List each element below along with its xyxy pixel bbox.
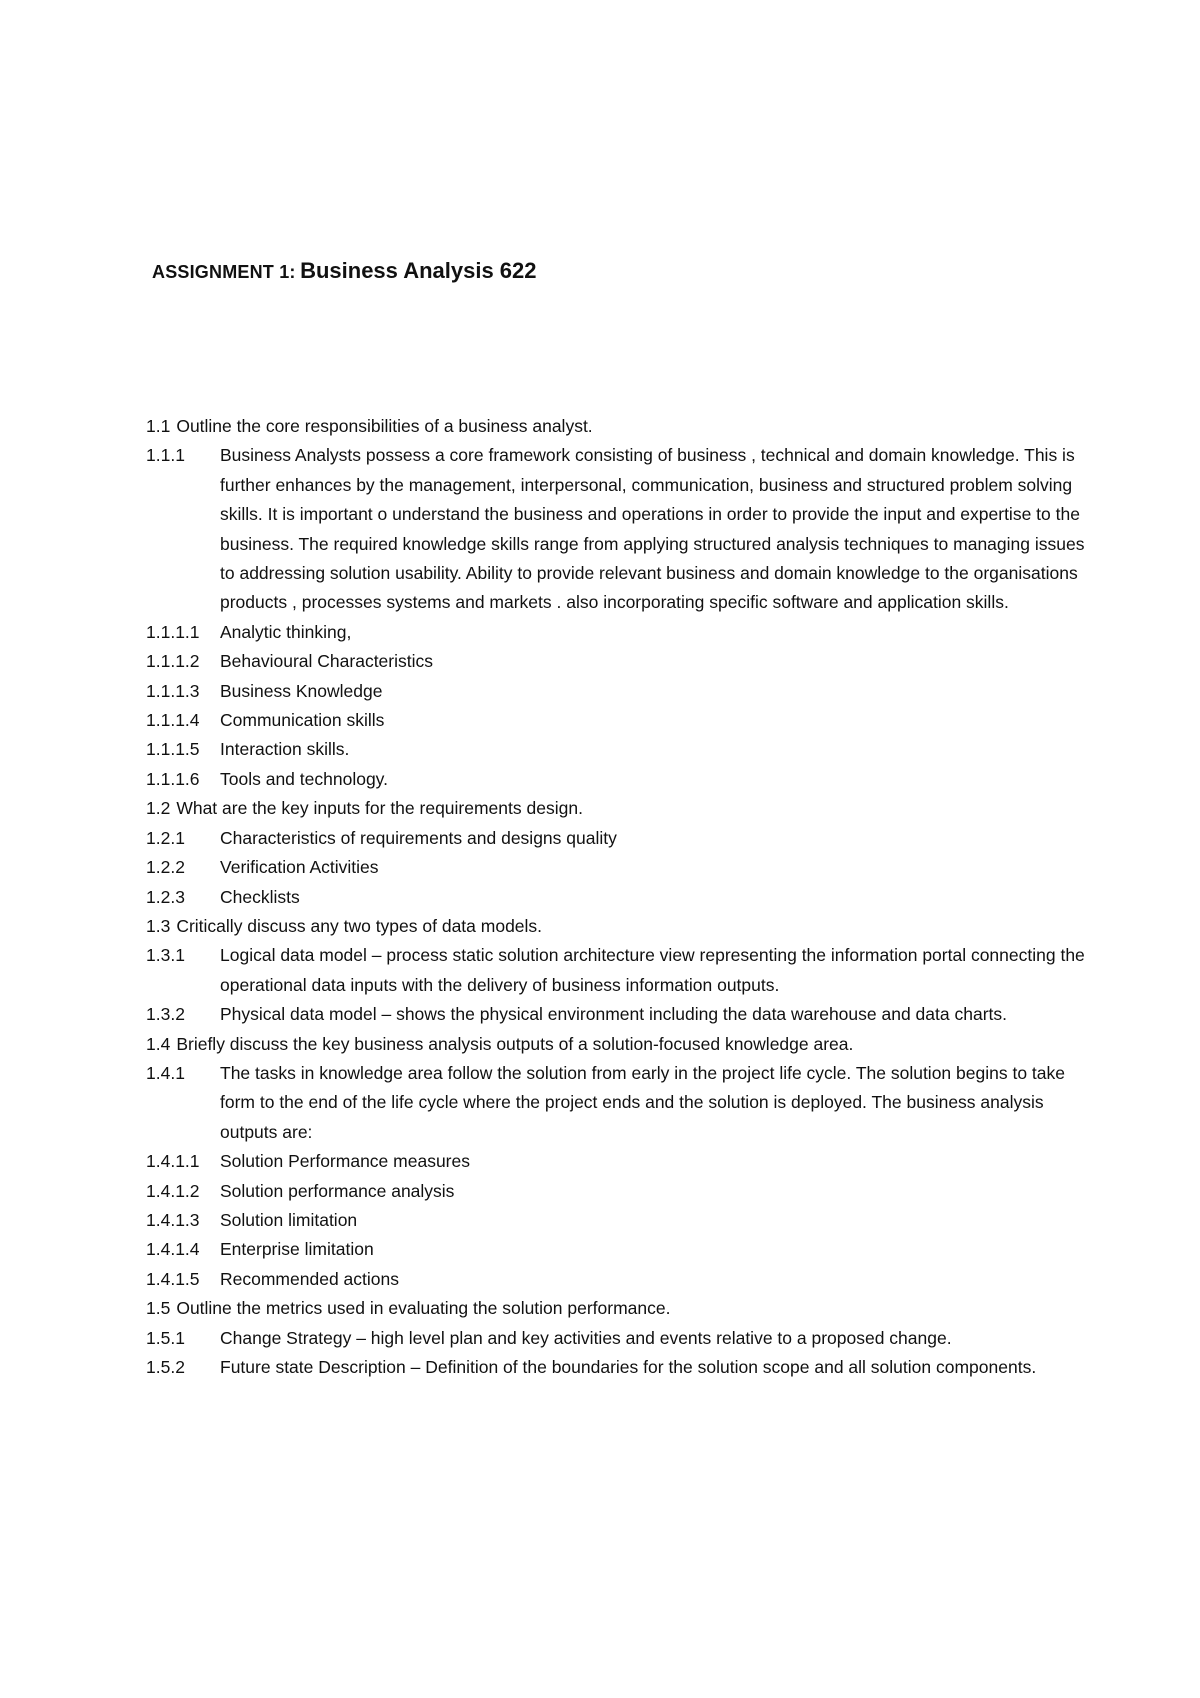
list-item xyxy=(146,706,1086,735)
question-row xyxy=(146,794,1086,823)
list-item xyxy=(146,1206,1086,1235)
section-number: 1.5.1 xyxy=(146,1327,185,1348)
section-text: Checklists xyxy=(220,886,300,907)
answer-row xyxy=(146,941,1086,1000)
section-number: 1.4.1.5 xyxy=(146,1268,200,1289)
section-number: 1.1.1.5 xyxy=(146,739,200,760)
section-number: 1.1.1 xyxy=(146,445,185,466)
section-text: Recommended actions xyxy=(220,1268,399,1289)
section-text: Logical data model – process static solution architecture view representing the information portal connecting the operational data inputs with the delivery of business information outputs. xyxy=(220,945,1085,995)
question-row xyxy=(146,412,1086,441)
section-number: 1.2.3 xyxy=(146,886,185,907)
answer-row xyxy=(146,1059,1086,1147)
section-number: 1.1.1.3 xyxy=(146,680,200,701)
section-text: Behavioural Characteristics xyxy=(220,651,434,672)
list-item xyxy=(146,765,1086,794)
list-item xyxy=(146,647,1086,676)
section-number: 1.3.1 xyxy=(146,945,185,966)
answer-row xyxy=(146,1353,1086,1382)
page-title xyxy=(152,256,537,289)
section-text: Solution performance analysis xyxy=(220,1180,455,1201)
section-number: 1.1.1.4 xyxy=(146,710,200,731)
list-item xyxy=(146,618,1086,647)
list-item xyxy=(146,1235,1086,1264)
title-prefix: ASSIGNMENT 1: xyxy=(152,262,296,282)
list-item xyxy=(146,677,1086,706)
section-number: 1.2.1 xyxy=(146,827,185,848)
answer-row xyxy=(146,1000,1086,1029)
section-number: 1.4.1 xyxy=(146,1062,185,1083)
list-item xyxy=(146,883,1086,912)
section-text: Critically discuss any two types of data models. xyxy=(176,915,543,936)
title-main: Business Analysis 622 xyxy=(300,258,537,283)
list-item xyxy=(146,853,1086,882)
document-body xyxy=(146,412,1086,1382)
section-number: 1.1 xyxy=(146,416,171,436)
list-item xyxy=(146,1177,1086,1206)
section-number: 1.3 xyxy=(146,915,171,936)
list-item xyxy=(146,824,1086,853)
list-item xyxy=(146,735,1086,764)
question-row xyxy=(146,1030,1086,1059)
question-row xyxy=(146,912,1086,941)
section-text: Characteristics of requirements and designs quality xyxy=(220,827,617,848)
section-number: 1.1.1.6 xyxy=(146,768,200,789)
section-text: Physical data model – shows the physical environment including the data warehouse and data charts. xyxy=(220,1004,1007,1025)
section-text: Briefly discuss the key business analysis outputs of a solution-focused knowledge area. xyxy=(176,1033,854,1054)
section-number: 1.4.1.4 xyxy=(146,1239,200,1260)
section-number: 1.2 xyxy=(146,798,171,819)
section-number: 1.5 xyxy=(146,1298,171,1319)
section-number: 1.1.1.2 xyxy=(146,651,200,672)
section-text: Future state Description – Definition of the boundaries for the solution scope and all solution components. xyxy=(220,1357,1037,1377)
section-text: Business Analysts possess a core framework consisting of business , technical and domain knowledge. This is further enhances by the management, interpersonal, communication, business and structured problem solving skills. It is important o understand the business and operations in order to provide the input and expertise to the business. The required knowledge skills range from applying structured analysis techniques to managing issues to addressing solution usability. Ability to provide relevant business and domain knowledge to the organisations products , processes systems and markets . also incorporating specific software and application skills. xyxy=(220,445,1085,613)
section-text: Communication skills xyxy=(220,710,385,731)
section-text: Solution Performance measures xyxy=(220,1151,470,1172)
section-number: 1.4.1.2 xyxy=(146,1180,200,1201)
section-number: 1.4.1.1 xyxy=(146,1151,200,1172)
section-text: What are the key inputs for the requirements design. xyxy=(176,798,583,819)
list-item xyxy=(146,1147,1086,1176)
section-text: Solution limitation xyxy=(220,1209,358,1230)
section-text: Outline the metrics used in evaluating the solution performance. xyxy=(176,1298,671,1319)
section-text: Interaction skills. xyxy=(220,739,350,760)
section-text: Tools and technology. xyxy=(220,768,388,789)
answer-row xyxy=(146,441,1086,617)
question-row xyxy=(146,1294,1086,1323)
section-text: The tasks in knowledge area follow the solution from early in the project life cycle. The solution begins to take form to the end of the life cycle where the project ends and the solution is deployed. The business analysis outputs are: xyxy=(220,1062,1065,1142)
section-number: 1.3.2 xyxy=(146,1004,185,1025)
section-text: Outline the core responsibilities of a business analyst. xyxy=(176,416,593,436)
section-number: 1.4 xyxy=(146,1033,171,1054)
section-text: Verification Activities xyxy=(220,857,379,878)
section-number: 1.5.2 xyxy=(146,1357,185,1377)
list-item xyxy=(146,1265,1086,1294)
section-text: Analytic thinking, xyxy=(220,621,352,642)
section-text: Enterprise limitation xyxy=(220,1239,374,1260)
section-number: 1.1.1.1 xyxy=(146,621,200,642)
section-number: 1.2.2 xyxy=(146,857,185,878)
answer-row xyxy=(146,1324,1086,1353)
section-text: Business Knowledge xyxy=(220,680,383,701)
section-text: Change Strategy – high level plan and key activities and events relative to a proposed change. xyxy=(220,1327,952,1348)
section-number: 1.4.1.3 xyxy=(146,1209,200,1230)
